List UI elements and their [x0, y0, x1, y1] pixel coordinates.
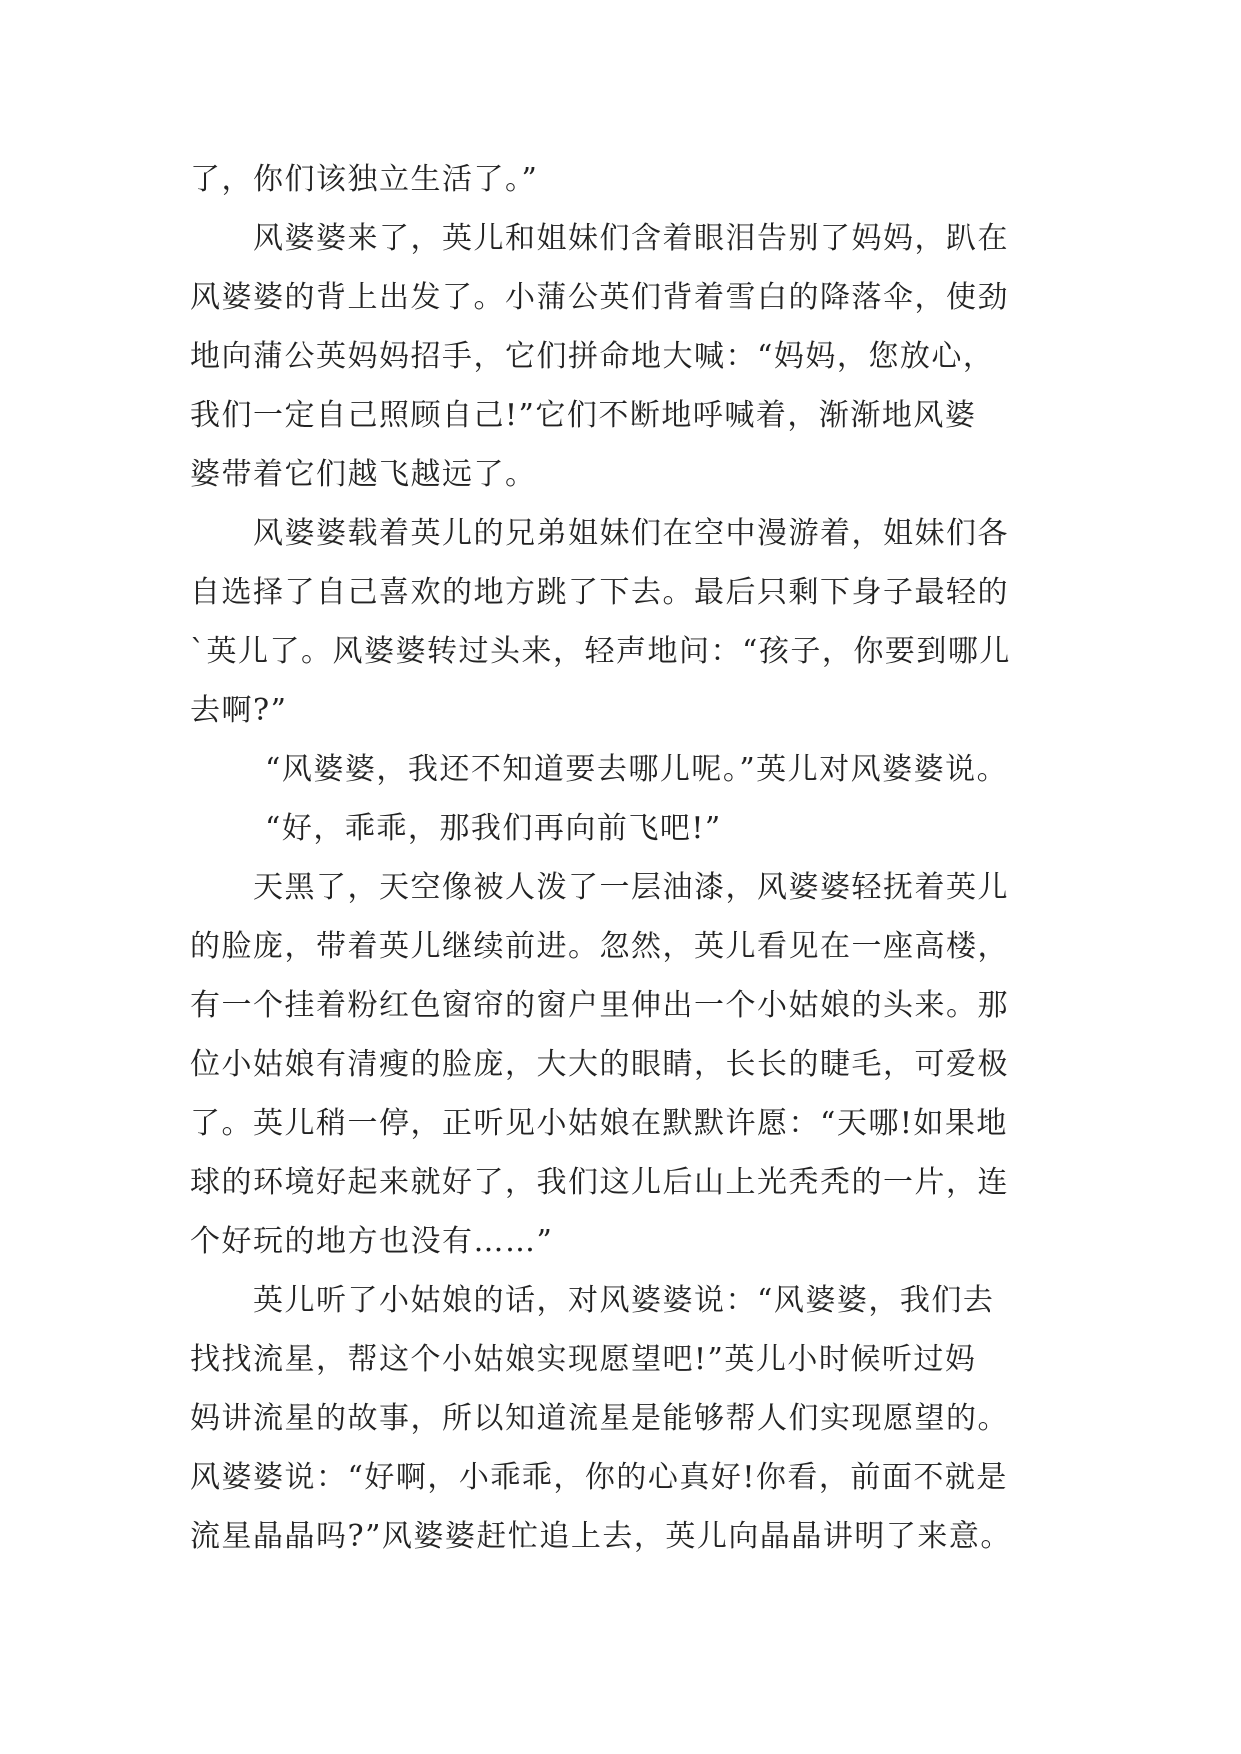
text-line: 球的环境好起来就好了，我们这儿后山上光秃秃的一片，连: [190, 1165, 1009, 1200]
text-line: 风婆婆载着英儿的兄弟姐妹们在空中漫游着，姐妹们各: [253, 516, 1009, 551]
text-line: 天黑了，天空像被人泼了一层油漆，风婆婆轻抚着英儿: [253, 870, 1009, 905]
text-line: 英儿听了小姑娘的话，对风婆婆说：“风婆婆，我们去: [253, 1283, 995, 1318]
text-line: 去啊?”: [190, 693, 288, 728]
text-line: “好，乖乖，那我们再向前飞吧!”: [265, 811, 722, 846]
text-line: 妈讲流星的故事，所以知道流星是能够帮人们实现愿望的。: [190, 1401, 1009, 1436]
text-line: 地向蒲公英妈妈招手，它们拼命地大喊：“妈妈，您放心，: [190, 339, 995, 374]
text-line: 的脸庞，带着英儿继续前进。忽然，英儿看见在一座高楼，: [190, 929, 1009, 964]
text-line: 流星晶晶吗?”风婆婆赶忙追上去，英儿向晶晶讲明了来意。: [190, 1519, 1012, 1554]
text-line: 找找流星，帮这个小姑娘实现愿望吧!”英儿小时候听过妈: [190, 1342, 977, 1377]
story-text: [190, 150, 1080, 1566]
text-line: 了，你们该独立生活了。”: [190, 162, 539, 197]
text-line: 位小姑娘有清瘦的脸庞，大大的眼睛，长长的睫毛，可爱极: [190, 1047, 1009, 1082]
text-line: 个好玩的地方也没有……”: [190, 1224, 554, 1259]
text-line: 风婆婆说：“好啊，小乖乖，你的心真好!你看，前面不就是: [190, 1460, 1008, 1495]
text-line: 风婆婆来了，英儿和姐妹们含着眼泪告别了妈妈，趴在: [253, 221, 1009, 256]
text-line: “风婆婆，我还不知道要去哪儿呢。”英儿对风婆婆说。: [265, 752, 1009, 787]
text-line: 风婆婆的背上出发了。小蒲公英们背着雪白的降落伞，使劲: [190, 280, 1009, 315]
text-line: 了。英儿稍一停，正听见小姑娘在默默许愿：“天哪!如果地: [190, 1106, 1008, 1141]
text-line: `英儿了。风婆婆转过头来，轻声地问：“孩子，你要到哪儿: [190, 634, 1011, 669]
text-line: 我们一定自己照顾自己!”它们不断地呼喊着，渐渐地风婆: [190, 398, 977, 433]
text-line: 自选择了自己喜欢的地方跳了下去。最后只剩下身子最轻的: [190, 575, 1009, 610]
text-line: 婆带着它们越飞越远了。: [190, 457, 537, 492]
text-line: 有一个挂着粉红色窗帘的窗户里伸出一个小姑娘的头来。那: [190, 988, 1009, 1023]
